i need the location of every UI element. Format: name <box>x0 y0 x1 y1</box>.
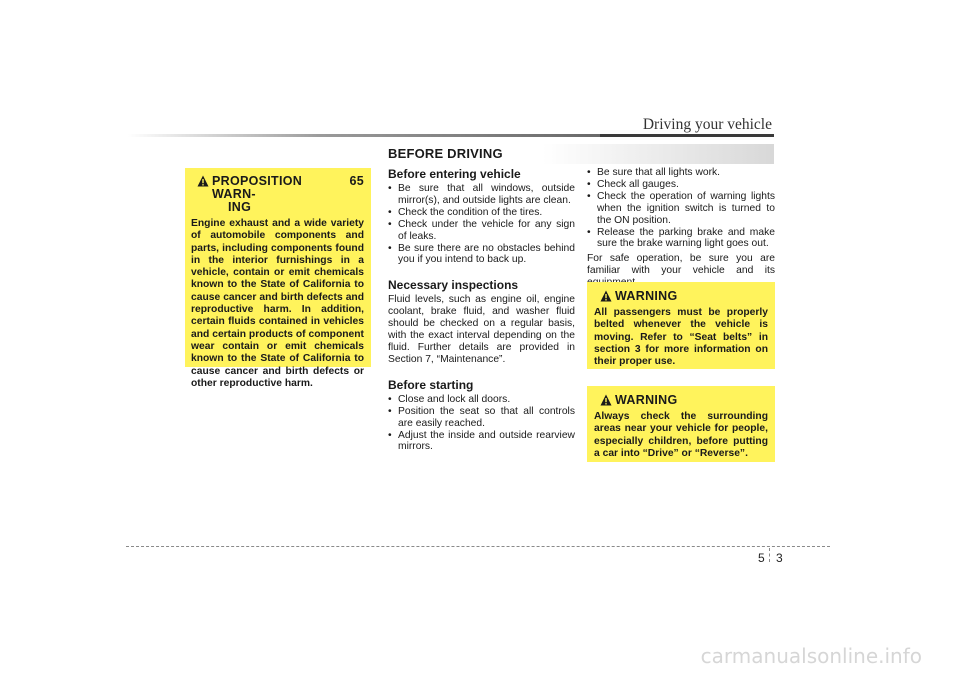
list-item: • Close and lock all doors. <box>388 394 575 406</box>
checks-list <box>587 167 775 250</box>
list-item: • Be sure that all lights work. <box>587 167 775 179</box>
list-item: • Be sure there are no obstacles behind you if you intend to back up. <box>388 243 575 267</box>
list-item: • Check the condition of the tires. <box>388 207 575 219</box>
middle-column <box>388 167 575 453</box>
warning-header <box>191 175 364 214</box>
list-item: • Release the parking brake and make sure the brake warning light goes out. <box>587 227 775 251</box>
page-number: 3 <box>776 551 783 565</box>
right-column <box>587 167 775 289</box>
before-entering-list <box>388 183 575 266</box>
before-entering-heading: Before entering vehicle <box>388 167 521 181</box>
warning-header <box>594 290 768 303</box>
warning-label-line1: PROPOSITION 65 WARN- <box>212 174 364 201</box>
list-item: • Check under the vehicle for any sign of leaks. <box>388 219 575 243</box>
list-item: • Be sure that all windows, outside mirror(s), and outside lights are clean. <box>388 183 575 207</box>
surroundings-warning-box <box>587 386 775 462</box>
inspections-heading: Necessary inspections <box>388 278 519 293</box>
warning-label-line2: ING <box>228 200 252 214</box>
list-item: • Check all gauges. <box>587 179 775 191</box>
warning-text: Always check the surrounding areas near your vehicle for people, especially children, before putting a car into “Drive” or “Reverse”. <box>594 411 768 459</box>
inspections-text: Fluid levels, such as engine oil, engine coolant, brake fluid, and washer fluid should be checked on a regular basis, with the exact interval depending on the fluid. Further details are provided in Section 7, “Maintenance”. <box>388 294 575 365</box>
header-rule-accent <box>600 134 774 137</box>
safe-operation-text: For safe operation, be sure you are familiar with your vehicle and its <box>587 253 775 277</box>
section-title: BEFORE DRIVING <box>388 146 503 161</box>
section-number: 5 <box>758 551 765 565</box>
seat-belt-warning-box <box>587 282 775 369</box>
header-title: Driving your vehicle <box>642 116 772 133</box>
proposition-65-warning-box <box>185 168 371 389</box>
list-item: • Position the seat so that all controls are easily reached. <box>388 406 575 430</box>
list-item: • Check the operation of warning lights when the ignition switch is turned to the ON position. <box>587 191 775 227</box>
warning-label: WARNING <box>615 393 678 407</box>
before-starting-list <box>388 394 575 454</box>
warning-text: All passengers must be properly belted whenever the vehicle is moving. Refer to “Seat belts” in section 3 for more information on their proper use. <box>594 307 768 368</box>
watermark: carmanualsonline.info <box>700 644 922 668</box>
warning-triangle-icon <box>600 394 612 406</box>
warning-triangle-icon <box>197 175 209 187</box>
warning-label <box>212 175 364 214</box>
warning-triangle-icon <box>600 290 612 302</box>
footer-rule <box>126 546 830 547</box>
warning-text: Engine exhaust and a wide variety of automobile components and parts, including components found in the interior furnishings in a vehicle, contain or emit chemicals known to the State of California to cause cancer and birth defects and reproductive harm. In addition, certain fluids contained in vehicles and certain products of component wear contain or emit chemicals known to the State of California to cause cancer and birth defects or other reproductive harm. <box>191 218 364 389</box>
list-item: • Adjust the inside and outside rearview mirrors. <box>388 430 575 454</box>
page-number-separator <box>769 548 770 562</box>
warning-header <box>594 394 768 407</box>
before-starting-heading: Before starting <box>388 377 474 392</box>
warning-label: WARNING <box>615 289 678 303</box>
